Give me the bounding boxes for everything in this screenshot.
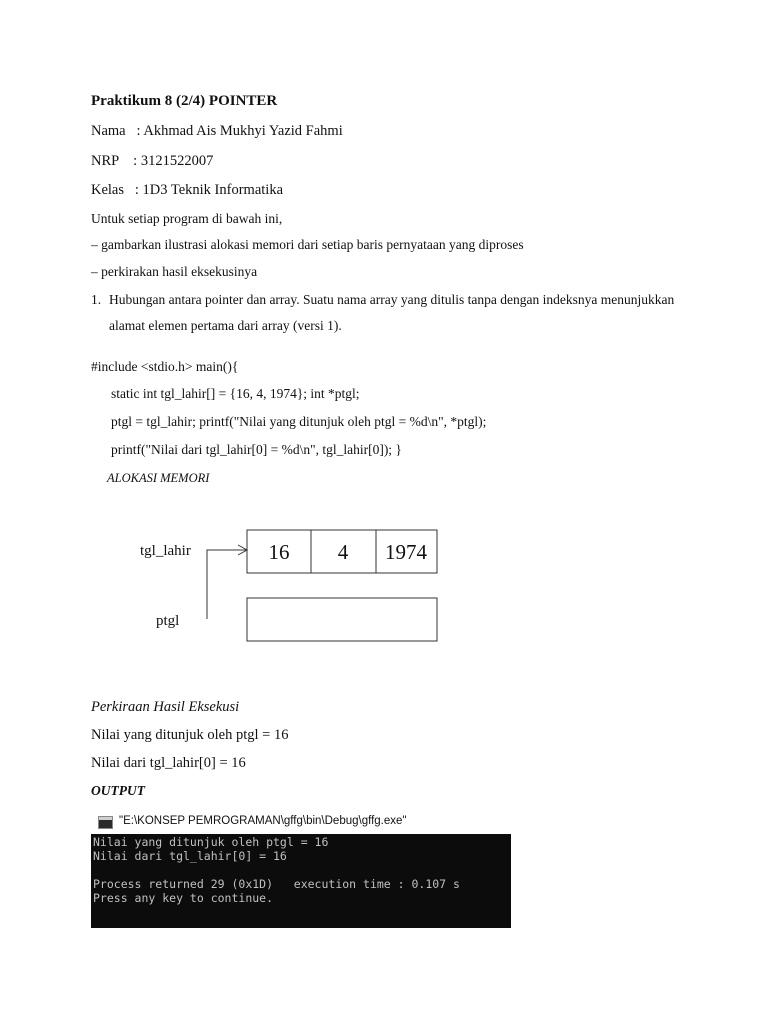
code-line-2: static int tgl_lahir[] = {16, 4, 1974}; int *ptgl; bbox=[111, 386, 360, 401]
task-description-line-1: Hubungan antara pointer dan array. Suatu nama array yang ditulis tanpa dengan indeksnya menunjukkan bbox=[109, 292, 675, 307]
student-class: Kelas : 1D3 Teknik Informatika bbox=[91, 182, 284, 198]
code-line-1: #include <stdio.h> main(){ bbox=[91, 359, 239, 374]
task-description-line-2: alamat elemen pertama dari array (versi 1). bbox=[109, 318, 342, 333]
array-cell-1-value: 4 bbox=[337, 540, 349, 564]
console-window-icon bbox=[98, 816, 113, 829]
prediction-line-1: Nilai yang ditunjuk oleh ptgl = 16 bbox=[91, 727, 289, 743]
code-line-3: ptgl = tgl_lahir; printf("Nilai yang ditunjuk oleh ptgl = %d\n", *ptgl); bbox=[111, 414, 487, 429]
prediction-line-2: Nilai dari tgl_lahir[0] = 16 bbox=[91, 755, 246, 771]
pointer-label: ptgl bbox=[156, 613, 180, 629]
instruction-bullet-1: – gambarkan ilustrasi alokasi memori dari setiap baris pernyataan yang diproses bbox=[91, 237, 524, 252]
page-title: Praktikum 8 (2/4) POINTER bbox=[91, 93, 278, 109]
prediction-heading: Perkiraan Hasil Eksekusi bbox=[91, 699, 240, 715]
console-line-2: Nilai dari tgl_lahir[0] = 16 bbox=[93, 849, 287, 863]
console-titlebar[interactable] bbox=[91, 812, 511, 834]
array-cell-2-value: 1974 bbox=[385, 540, 427, 564]
console-output bbox=[91, 834, 511, 928]
array-cell-0-value: 16 bbox=[268, 540, 290, 564]
console-line-1: Nilai yang ditunjuk oleh ptgl = 16 bbox=[93, 835, 329, 849]
output-heading: OUTPUT bbox=[91, 783, 145, 798]
memory-heading: ALOKASI MEMORI bbox=[107, 471, 210, 485]
array-label: tgl_lahir bbox=[140, 543, 191, 559]
student-name: Nama : Akhmad Ais Mukhyi Yazid Fahmi bbox=[91, 123, 343, 139]
instruction-bullet-2: – perkirakan hasil eksekusinya bbox=[91, 264, 258, 279]
code-line-4: printf("Nilai dari tgl_lahir[0] = %d\n", tgl_lahir[0]); } bbox=[111, 442, 402, 457]
memory-diagram bbox=[130, 520, 450, 650]
instruction-intro: Untuk setiap program di bawah ini, bbox=[91, 211, 283, 226]
pointer-connector bbox=[207, 550, 247, 619]
pointer-cell bbox=[247, 598, 437, 641]
console-line-4: Press any key to continue. bbox=[93, 891, 274, 905]
console-title: "E:\KONSEP PEMROGRAMAN\gffg\bin\Debug\gffg.exe" bbox=[119, 815, 407, 827]
student-nrp: NRP : 3121522007 bbox=[91, 153, 214, 169]
task-number: 1. bbox=[91, 292, 102, 307]
console-line-3: Process returned 29 (0x1D) execution time : 0.107 s bbox=[93, 877, 460, 891]
